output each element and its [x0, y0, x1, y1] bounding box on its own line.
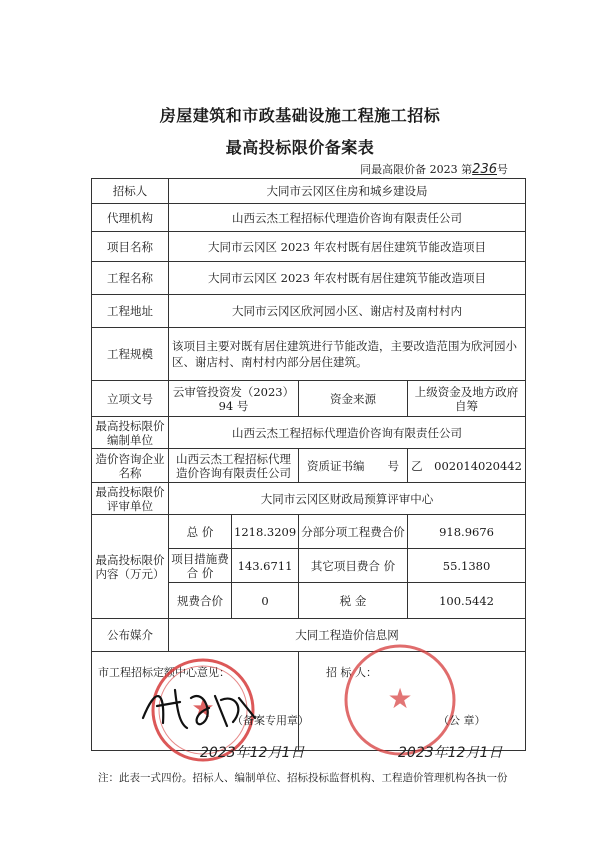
- svg-text:★: ★: [387, 682, 413, 715]
- row-agency: [92, 204, 526, 232]
- svg-text:★: ★: [191, 694, 215, 724]
- right-tenderer-title: 招 标 人：: [326, 666, 377, 679]
- row-price-total: [92, 515, 526, 549]
- total-value: 1218.3209: [232, 515, 299, 549]
- left-stamp-label: （备案专用章）: [232, 714, 309, 727]
- title-line1: 房屋建筑和市政基础设施工程施工招标: [159, 106, 441, 125]
- total-label: 总 价: [169, 515, 232, 549]
- media-value: 大同工程造价信息网: [169, 619, 526, 652]
- sub-item-value: 918.9676: [408, 515, 526, 549]
- project-name-value: 大同市云冈区 2023 年农村既有居住建筑节能改造项目: [169, 232, 526, 262]
- cert-label: 资质证书编 号: [299, 449, 408, 483]
- cert-value: 乙 002014020442: [408, 449, 526, 483]
- footnote: 注：此表一式四份。招标人、编制单位、招标投标监督机构、工程造价管理机构各执一份: [98, 772, 508, 784]
- doc-number: [360, 161, 508, 177]
- measure-value: 143.6711: [232, 549, 299, 583]
- reviewer-label: 最高投标限价评审单位: [92, 483, 169, 515]
- row-consult: [92, 449, 526, 483]
- row-engineering-name: [92, 262, 526, 295]
- doc-number-value: 236: [472, 162, 497, 177]
- row-reviewer: [92, 483, 526, 515]
- other-label: 其它项目费合 价: [299, 549, 408, 583]
- doc-number-prefix: 同最高限价备 2023 第: [360, 163, 473, 176]
- approval-value: 云审管投资发（2023）94 号: [169, 381, 299, 417]
- tax-value: 100.5442: [408, 583, 526, 619]
- measure-label: 项目措施费合 价: [169, 549, 232, 583]
- row-tenderer: [92, 179, 526, 204]
- consult-value: 山西云杰工程招标代理造价咨询有限责任公司: [169, 449, 299, 483]
- approval-label: 立项文号: [92, 381, 169, 417]
- row-location: [92, 295, 526, 328]
- fund-source-label: 资金来源: [299, 381, 408, 417]
- agency-label: 代理机构: [92, 204, 169, 232]
- row-approval: [92, 381, 526, 417]
- left-date: 2023年12月1日: [200, 745, 305, 761]
- right-date: 2023年12月1日: [398, 745, 503, 761]
- right-stamp-label: （公 章）: [438, 714, 486, 727]
- location-label: 工程地址: [92, 295, 169, 328]
- compiler-value: 山西云杰工程招标代理造价咨询有限责任公司: [169, 417, 526, 449]
- left-opinion-title: 市工程招标定额中心意见：: [98, 666, 230, 679]
- engineering-name-value: 大同市云冈区 2023 年农村既有居住建筑节能改造项目: [169, 262, 526, 295]
- other-value: 55.1380: [408, 549, 526, 583]
- engineering-name-label: 工程名称: [92, 262, 169, 295]
- project-name-label: 项目名称: [92, 232, 169, 262]
- reviewer-value: 大同市云冈区财政局预算评审中心: [169, 483, 526, 515]
- media-label: 公布媒介: [92, 619, 169, 652]
- tenderer-value: 大同市云冈区住房和城乡建设局: [169, 179, 526, 204]
- fund-source-value: 上级资金及地方政府自筹: [408, 381, 526, 417]
- scale-value: 该项目主要对既有居住建筑进行节能改造，主要改造范围为欣河园小区、谢店村、南村村内部分居住建筑。: [169, 328, 526, 381]
- agency-value: 山西云杰工程招标代理造价咨询有限责任公司: [169, 204, 526, 232]
- tax-label: 税 金: [299, 583, 408, 619]
- content-label: 最高投标限价内容（万元）: [92, 515, 169, 619]
- title-line2: 最高投标限价备案表: [225, 138, 375, 157]
- location-value: 大同市云冈区欣河园小区、谢店村及南村村内: [169, 295, 526, 328]
- consult-label: 造价咨询企业名称: [92, 449, 169, 483]
- sub-item-label: 分部分项工程费合价: [299, 515, 408, 549]
- row-scale: [92, 328, 526, 381]
- scale-label: 工程规模: [92, 328, 169, 381]
- fee-value: 0: [232, 583, 299, 619]
- row-media: [92, 619, 526, 652]
- row-compiler: [92, 417, 526, 449]
- handwritten-signature-mark: [135, 678, 265, 738]
- fee-label: 规费合价: [169, 583, 232, 619]
- doc-number-suffix: 号: [497, 163, 508, 176]
- tenderer-label: 招标人: [92, 179, 169, 204]
- row-project-name: [92, 232, 526, 262]
- compiler-label: 最高投标限价编制单位: [92, 417, 169, 449]
